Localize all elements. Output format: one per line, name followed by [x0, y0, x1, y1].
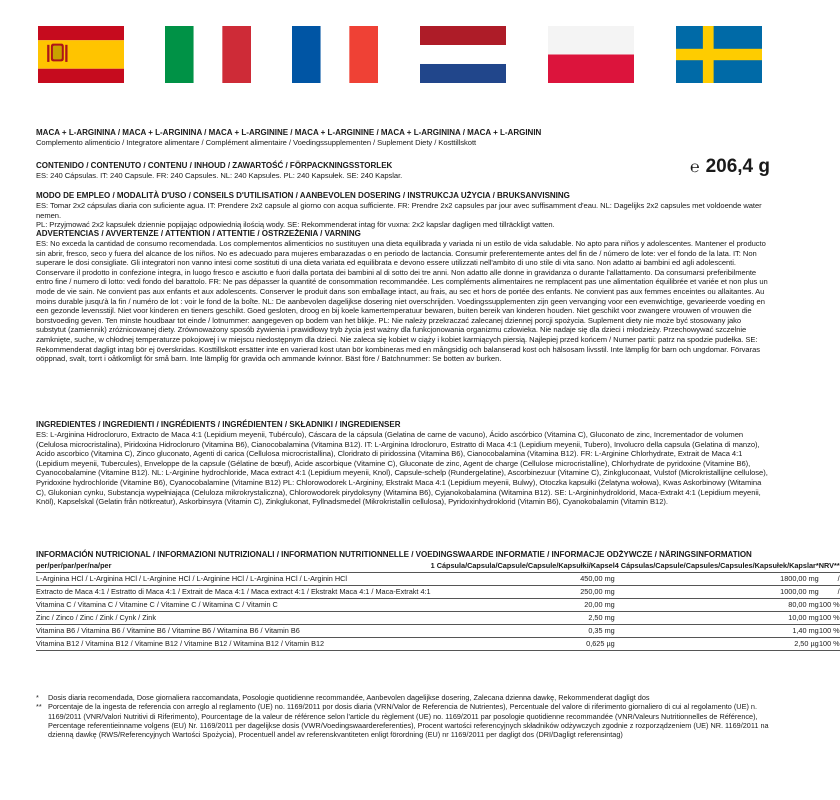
value-4-capsules: 2,50 µg: [615, 638, 819, 651]
value-1-capsule: 450,00 mg: [431, 573, 615, 586]
value-4-capsules: 80,00 mg: [615, 599, 819, 612]
netherlands-flag: [420, 26, 506, 83]
value-nrv: 100 %: [819, 599, 840, 612]
flag-cross-horizontal: [676, 49, 762, 60]
product-block: [36, 128, 770, 148]
flag-row: [38, 26, 762, 84]
nutrition-block: [36, 550, 840, 651]
contents-title: CONTENIDO / CONTENUTO / CONTENU / INHOUD / ZAWARTOŚĆ / FÖRPACKNINGSSTORLEK: [36, 161, 393, 170]
flag-band: [194, 26, 223, 83]
value-4-capsules: 1800,00 mg: [615, 573, 819, 586]
nutrient-name: Extracto de Maca 4:1 / Estratto di Maca 4:1 / Extrait de Maca 4:1 / Maca extract 4:1 / Ekstrakt Maca 4:1 / Maca-Extrakt 4:1: [36, 586, 431, 599]
value-1-capsule: 250,00 mg: [431, 586, 615, 599]
ingredients-title: INGREDIENTES / INGREDIENTI / INGRÉDIENTS / INGRÉDIENTEN / SKŁADNIKI / INGREDIENSER: [36, 420, 401, 429]
footnote-1: [36, 693, 770, 702]
product-name: MACA + L-ARGININA / MACA + L-ARGININA / MACA + L-ARGININE / MACA + L-ARGININE / MACA + L-ARGININA / MACA + L-ARGININ: [36, 128, 542, 137]
ingredients-text: ES: L-Arginina Hidrocloruro, Extracto de Maca 4:1 (Lepidium meyenii, Tubérculo), Cáscara de la cápsula (Gelatina de carne de vacuno), Ácido ascórbico (Vitamina C), Gluconato de zinc, Incrementador de volumen (Celulosa microcristalina), Piridoxina Hidrocloruro (Vitamina B6), Cianocobalamina (Vitamina B12). IT: L-Arginina Idrocloruro, Estratto di Maca 4:1 (Lepidium meyenii, Tubero), Involucro della capsula (Gelatina di manzo), Acido ascorbico (Vitamina C), Zinco gluconato, Agenti di carica (Cellulosa microcristallina), Cloridrato di piridossina (Vitamina B6), Cianocobalamina (Vitamina B12). FR: L-Arginine Chlorhydrate, Extrait de Maca 4:1 (Lepidium meyenii, Tubercules), Enveloppe de la capsule (Gélatine de bœuf), Acide ascorbique (Vitamine C), Gluconate de zinc, Agent de charge (Cellulose microcristalline), Chlorhydrate de pyridoxine (Vitamine B6), Cyanocobalamine (Vitamine B12). NL: L-Arginine hydrochloride, Maca extract 4:1 (Lepidium meyenii, Knol), Capsule-schelp (Rundergelatine), Ascorbinezuur (Vitamine C), Zinkgluconaat, Vulstof (Microkristallijne cellulose), Pyridoxine hydrochloride (Vitamine B6), Cyanocobalamine (Vitamine B12) PL: Chlorowodorek L-Argininy, Ekstrakt Maca 4:1 (Lepidium meyenii, Bulwy), Otoczka kapsułki (Żelatyna wołowa), Kwas Askorbinowy (Witamina C), Glukonian cynku, Substancja wypełniająca (Celuloza mikrokrystaliczna), Chlorowodorek pirydoksyny (Witamina B6), Cyjanokobalamina (Witamina B12). SE: L-Argininhydroklorid, Maca-Extrakt 4:1 (Lepidium meyenii, Knöl), Kapselskal (Gelatin från nötkreatur), Askorbinsyra (Vitamin C), Zinkglukonat, Fyllnadsmedel (Mikrokristallin cellulosa), Pyridoxinhydroklorid (Vitamin B6), Cyanokobalamin (Vitamin B12).: [36, 430, 768, 507]
nutrient-name: Vitamina C / Vitamina C / Vitamine C / Vitamine C / Witamina C / Vitamin C: [36, 599, 431, 612]
footnote-1-mark: *: [36, 693, 39, 702]
value-nrv: 100 %: [819, 612, 840, 625]
header-nrv: NRV**: [819, 560, 840, 573]
table-row: [36, 586, 840, 599]
nutrient-name: Vitamina B12 / Vitamina B12 / Vitamine B12 / Vitamine B12 / Witamina B12 / Vitamin B12: [36, 638, 431, 651]
ingredients-block: [36, 420, 770, 507]
value-nrv: /: [819, 573, 840, 586]
value-1-capsule: 2,50 mg: [431, 612, 615, 625]
footnote-2-mark: **: [36, 702, 42, 712]
value-4-capsules: 1,40 mg: [615, 625, 819, 638]
value-1-capsule: 0,35 mg: [431, 625, 615, 638]
value-1-capsule: 0,625 µg: [431, 638, 615, 651]
header-per: per/per/par/per/na/per: [36, 560, 431, 573]
flag-band: [38, 69, 124, 83]
italy-flag: [165, 26, 251, 83]
net-weight: [690, 156, 770, 178]
value-1-capsule: 20,00 mg: [431, 599, 615, 612]
value-4-capsules: 1000,00 mg: [615, 586, 819, 599]
value-nrv: 100 %: [819, 625, 840, 638]
table-row: [36, 625, 840, 638]
net-weight-value: 206,4 g: [705, 156, 770, 177]
flag-band: [165, 26, 194, 83]
flag-band: [420, 26, 506, 45]
usage-title: MODO DE EMPLEO / MODALITÀ D'USO / CONSEILS D'UTILISATION / AANBEVOLEN DOSERING / INSTRUKCJA UŻYCIA / BRUKSANVISNING: [36, 191, 570, 200]
france-flag: [292, 26, 378, 83]
usage-block: [36, 191, 770, 230]
table-row: [36, 573, 840, 586]
table-row: [36, 612, 840, 625]
value-4-capsules: 10,00 mg: [615, 612, 819, 625]
flag-band: [321, 26, 350, 83]
nutrient-name: Zinc / Zinco / Zinc / Zink / Cynk / Zink: [36, 612, 431, 625]
spain-flag: [38, 26, 124, 83]
flag-band: [349, 26, 378, 83]
warnings-text: ES: No exceda la cantidad de consumo recomendada. Los complementos alimenticios no sustituyen una dieta equilibrada y variada ni un estilo de vida saludable. No apto para niños y adolescentes. Mantener el producto sin abrir, fresco, seco y fuera del alcance de los niños. No es adecuado para mujeres embarazadas o en periodo de lactancia. Consumir preferentemente antes del fin de / número de lote: ver el fondo de la lata. IT: Non superare le dosi consigliate. Gli integratori non vanno intesi come sostituti di una dieta variata ed equilibrata e devono essere utilizzati nell'ambito di uno stile di vita sano. Non adatto ai bambini ed agli adolescenti. Conservare il prodotto in confezione integra, in luogo fresco e asciutto e fuori dalla portata dei bambini al di sotto dei tre anni. Non adatto alle donne in gravidanza o durante l'allattamento. Da consumarsi preferibilmente entro fine / numero di lotto: vedi fondo del barattolo. FR: Ne pas dépasser la quantité de consommation recommandée. Les compléments alimentaires ne remplacent pas une alimentation équilibrée et variée et non plus un mode de vie sain. Ne convient pas aux enfants et aux adolescents. Conserver le produit dans son emballage intact, au frais, au sec et hors de portée des enfants. Ne convient pas aux femmes enceintes ou allaitantes. Au moins durable jusqu'à la fin / numéro de lot : voir le fond de la boîte. NL: De aanbevolen dagelijkse dosering niet overschrijden. Voedingssupplementen zijn geen vervanging voor een evenwichtige, gevarieerde voeding en een gezonde levensstijl. Niet voor kinderen en tieners geschikt. Goed gesloten, droog en bij koele kamertemperatuur bewaren, buiten bereik van kinderen houden. Niet geschikt voor zwangere vrouwen of vrouwen die borstvoeding geven. Ten minste houdbaar tot einde / lotnummer: aangegeven op bodem van het blikje. PL: Nie należy przekraczać zalecanej dziennej porcji spożycia. Suplement diety nie może być stosowany jako substytut (zamiennik) zróżnicowanej diety. Zrównoważony sposób żywienia i prawidłowy tryb życia jest ważny dla funkcjonowania organizmu człowieka. Nie nadaje się dla dzieci i młodzieży. Przechowywać szczelnie zamknięte, suche, w chłodnej temperaturze pokojowej i w miejscu niedostępnym dla dzieci. Nie zaleca się kobiet w ciąży i kobiet karmiących piersią. Najlepiej przed końcem / Numer partii: patrz na spodzie pudełka. SE: Rekommenderat dagligt intag bör ej överskridas. Kosttillskott ersätter inte en varierad kost utan bör kombineras med en mångsidig och balanserad kost och hälsosam livsstil. Inte lämplig för barn och ungdomar. Förvaras oöppnad, svalt, torrt i oåtkomligt för små barn. Inte lämplig för gravida och ammande kvinnor. Bäst före / Batchnummer: Se botten av burken.: [36, 239, 768, 364]
sweden-flag: [676, 26, 762, 83]
pillar-right-icon: [65, 45, 67, 62]
flag-band: [222, 26, 251, 83]
footnote-1-text: Dosis diaria recomendada, Dose giornaliera raccomandata, Posologie quotidienne recommandée, Aanbevolen dagelijkse dosering, Zalecana dzienna dawkę, Rekommenderat dagligt dos: [48, 693, 650, 702]
footnote-2: [36, 702, 770, 739]
usage-text-2: PL: Przyjmować 2x2 kapsułek dziennie popijając odpowiednią ilością wody. SE: Rekommenderat intag för vuxna: 2x2 kapslar dagligen med tillräckligt vatten.: [36, 220, 555, 230]
footnote-2-text: Porcentaje de la ingesta de referencia con arreglo al reglamento (UE) no. 1169/2011 por dosis diaria (VRN/Valor de Referencia de Nutrientes), Percentuale del valore di riferimento giornaliero di cui al regolamento (UE) n. 1169/2011 (VNR/Valori Nutritivi di Riferimento), Pourcentage de la valeur de référence selon l'article du règlement (UE) no. 1169/2011 par posologie quotidienne recommandée (VNR/Valeurs Nutritionnelles de Référence), Percentage referentieinname volgens (EU) Nr. 1169/2011 per dagelijkse dosis (VWR/Voedingswaardereferenties), Procent wartości referencyjnych składników odżywczych zgodnie z rozporządzeniem (UE) NR. 1169/2011 na dzienną dawkę (RWS/Referencyjnych Wartości Spożycia), Procentuell andel av referenskvantiteten enligt förordning (EU) nr 1169/2011 per dagligt dos (DRI/Dagligt referensintag): [48, 702, 769, 740]
flag-band: [38, 26, 124, 40]
value-nrv: 100 %: [819, 638, 840, 651]
contents-block: [36, 161, 770, 181]
nutrient-name: Vitamina B6 / Vitamina B6 / Vitamine B6 / Vitamine B6 / Witamina B6 / Vitamin B6: [36, 625, 431, 638]
flag-band: [548, 26, 634, 55]
poland-flag: [548, 26, 634, 83]
usage-text-1: ES: Tomar 2x2 cápsulas diaria con suficiente agua. IT: Prendere 2x2 capsule al giorno con acqua sufficiente. FR: Prendre 2x2 capsules par jour avec suffisamment d'eau. NL: Dagelijks 2x2 capsules met voldoende water nemen.: [36, 201, 762, 220]
header-1-capsule: 1 Cápsula/Capsula/Capsule/Capsule/Kapsułki/Kapsel: [431, 560, 615, 573]
contents-text: ES: 240 Cápsulas. IT: 240 Capsule. FR: 240 Capsules. NL: 240 Kapsules. PL: 240 Kapsułek. SE: 240 Kapslar.: [36, 171, 403, 180]
nutrition-header-row: [36, 560, 840, 573]
flag-band: [292, 26, 321, 83]
header-4-capsules: 4 Cápsulas/Capsule/Capsules/Capsules/Kapsułek/Kapslar*: [615, 560, 819, 573]
nutrient-name: L-Arginina HCl / L-Arginina HCl / L-Arginine HCl / L-Arginine HCl / L-Arginina HCl / L-Arginin HCl: [36, 573, 431, 586]
product-type: Complemento alimenticio / Integratore alimentare / Complément alimentaire / Voedingssupplementen / Suplement Diety / Kosttillskott: [36, 138, 477, 147]
table-row: [36, 638, 840, 651]
coat-of-arms-inner: [53, 46, 62, 60]
value-nrv: /: [819, 586, 840, 599]
footnotes-block: [36, 693, 770, 739]
nutrition-table: [36, 560, 840, 651]
warnings-title: ADVERTENCIAS / AVVERTENZE / ATTENTION / ATTENTIE / OSTRZEŻENIA / VARNING: [36, 229, 361, 238]
estimate-sign-icon: ℮: [689, 159, 700, 176]
warnings-block: [36, 229, 770, 364]
pillar-left-icon: [47, 45, 49, 62]
nutrition-title: INFORMACIÓN NUTRICIONAL / INFORMAZIONI NUTRIZIONALI / INFORMATION NUTRITIONNELLE / VOEDINGSWAARDE INFORMATIE / INFORMACJE ODŻYWCZE / NÄRINGSINFORMATION: [36, 550, 752, 559]
flag-band: [420, 64, 506, 83]
flag-band: [420, 45, 506, 64]
table-row: [36, 599, 840, 612]
flag-band: [548, 55, 634, 84]
